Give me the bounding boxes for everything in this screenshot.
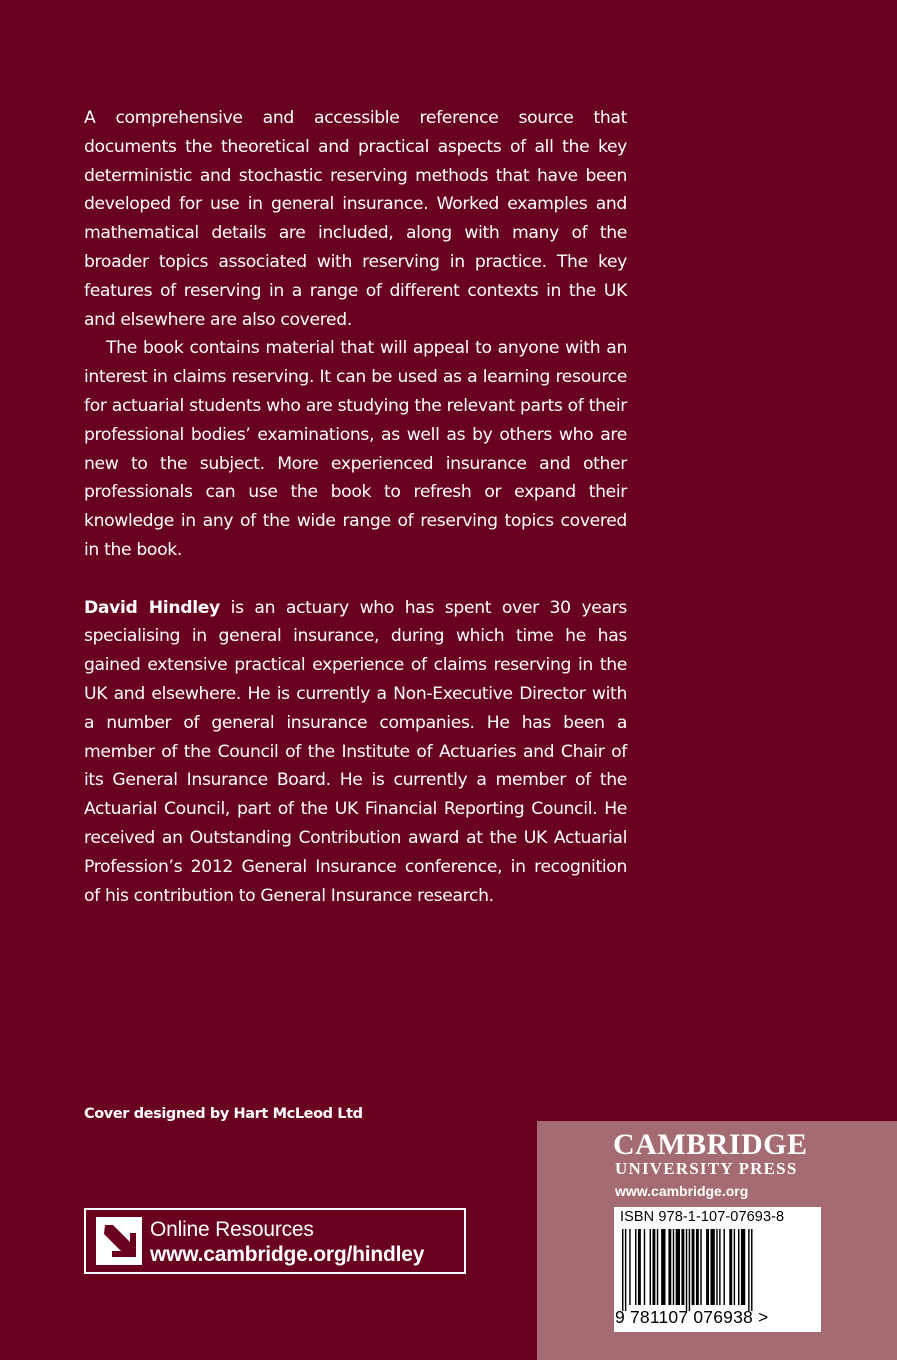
barcode-bar	[676, 1229, 680, 1305]
barcode-bar	[673, 1229, 674, 1305]
online-resources-url[interactable]: www.cambridge.org/hindley	[150, 1243, 425, 1266]
barcode-bar	[734, 1229, 735, 1305]
author-name: David Hindley	[84, 597, 220, 618]
barcode-bar	[710, 1229, 714, 1305]
barcode-bar	[686, 1229, 687, 1311]
online-resources-box[interactable]	[84, 1208, 466, 1274]
barcode-bar	[689, 1229, 690, 1311]
barcode-bar	[741, 1229, 745, 1305]
barcode-bar	[748, 1229, 749, 1311]
cover-credit: Cover designed by Hart McLeod Ltd	[84, 1106, 363, 1122]
barcode-bar	[644, 1229, 645, 1305]
barcode-bar	[657, 1229, 658, 1305]
barcode-bar	[622, 1229, 623, 1311]
barcode-bar	[692, 1229, 695, 1305]
blurb-paragraph-2: The book contains material that will appeal to anyone with an interest in claims reserving. It can be used as a learning resource for actuarial students who are studying the relevant parts of their professional bodies’ examinations, as well as by others who are new to the subject. More experienced insurance and other professionals can use the book to refresh or expand their knowledge in any of the wide range of reserving topics covered in the book.	[84, 338, 627, 560]
isbn-label: ISBN 978-1-107-07693-8	[620, 1209, 785, 1225]
barcode-bar	[652, 1229, 655, 1305]
author-bio-text: is an actuary who has spent over 30 years specialising in general insurance, during which time he has gained extensive practical experience of claims reserving in the UK and elsewhere. He is currently a Non-Executive Director with a number of general insurance companies. He has been a member of the Council of the Institute of Actuaries and Chair of its General Insurance Board. He is currently a member of the Actuarial Council, part of the UK Financial Reporting Council. He received an Outstanding Contribution award at the UK Actuarial Profession’s 2012 General Insurance conference, in recognition of his contribution to General Insurance research.	[84, 597, 627, 906]
barcode-bar	[751, 1229, 752, 1311]
publisher-url: www.cambridge.org	[615, 1183, 749, 1199]
blurb-paragraph-1: A comprehensive and accessible reference source that documents the theoretical and practical aspects of all the key deterministic and stochastic reserving methods that have been developed for use in general insurance. Worked examples and mathematical details are included, along with many of the broader topics associated with reserving in practice. The key features of reserving in a range of different contexts in the UK and elsewhere are also covered.	[84, 108, 627, 330]
barcode-digits: 9 781107 076938 >	[615, 1307, 769, 1327]
publisher-panel	[537, 1121, 897, 1360]
publisher-name: CAMBRIDGE	[613, 1128, 808, 1161]
barcode-bar	[681, 1229, 684, 1305]
online-resources-title: Online Resources	[150, 1218, 314, 1241]
barcode-bar	[729, 1229, 732, 1305]
barcode-bar	[696, 1229, 699, 1305]
barcode-bar	[629, 1229, 630, 1305]
barcode-bar	[700, 1229, 701, 1305]
author-bio	[84, 594, 627, 911]
barcode-bar	[706, 1229, 709, 1305]
barcode-bar	[625, 1229, 626, 1311]
barcode-bar	[716, 1229, 717, 1305]
barcode-bar	[661, 1229, 665, 1305]
barcode-bar	[719, 1229, 720, 1305]
barcode-bar	[668, 1229, 671, 1305]
barcode-bar	[738, 1229, 739, 1305]
barcode-bar	[638, 1229, 641, 1305]
barcode-bar	[724, 1229, 725, 1305]
back-cover-blurb	[84, 104, 627, 910]
arrow-icon	[96, 1217, 142, 1265]
publisher-subtitle: UNIVERSITY PRESS	[615, 1159, 798, 1178]
barcode-bar	[635, 1229, 636, 1305]
isbn-barcode	[614, 1207, 821, 1332]
barcode-bar	[650, 1229, 651, 1305]
